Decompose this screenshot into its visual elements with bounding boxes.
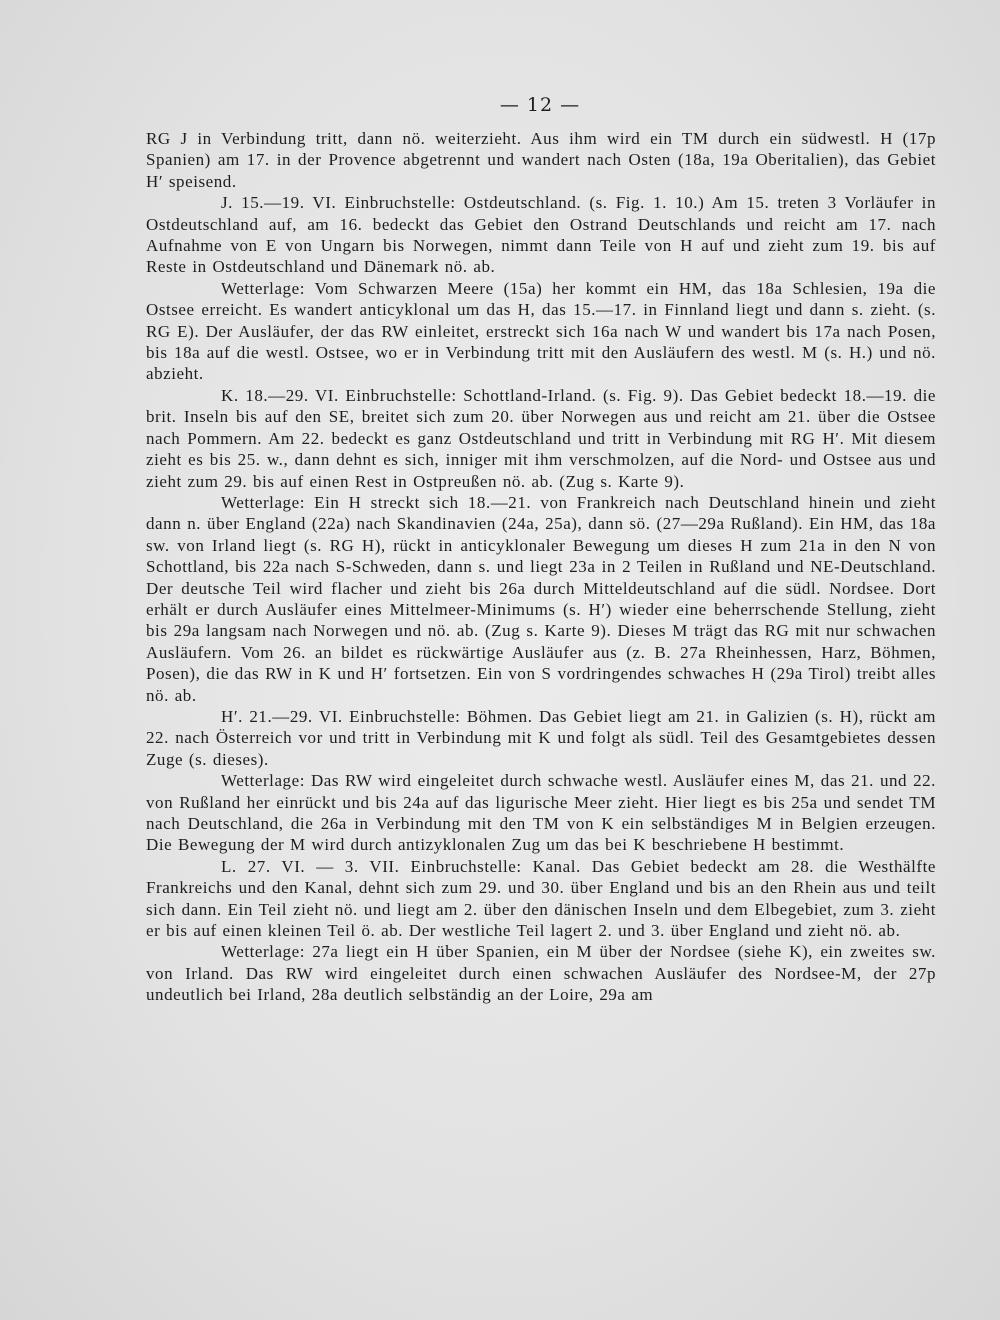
paragraph-region-h-prime: H′. 21.—29. VI. Einbruchstelle: Böhmen. Das Gebiet liegt am 21. in Galizien (s. H), rückt am 22. nach Österreich vor und tritt in Verbindung mit K und folgt als südl. Teil des Gesamtgebietes dessen Zuge (s. dieses).	[146, 706, 936, 769]
paragraph-continuation: RG J in Verbindung tritt, dann nö. weiterzieht. Aus ihm wird ein TM durch ein südwestl. H (17p Spanien) am 17. in der Provence abgetrennt und wandert nach Osten (18a, 19a Oberitalien), das Gebiet H′ speisend.	[146, 129, 936, 191]
page-number: — 12 —	[499, 94, 581, 116]
paragraph-weather-l: Wetterlage: 27a liegt ein H über Spanien, ein M über der Nordsee (siehe K), ein zweites sw. von Irland. Das RW wird eingeleitet durch einen schwachen Ausläufer des Nordsee-M, der 27p undeutlich bei Irland, 28a deutlich selbständig an der Loire, 29a am	[146, 942, 936, 1005]
paragraph-region-k: K. 18.—29. VI. Einbruchstelle: Schottland-Irland. (s. Fig. 9). Das Gebiet bedeckt 18.—19. die brit. Inseln bis auf den SE, breitet sich zum 20. über Norwegen aus und reicht am 21. über die Ostsee nach Pommern. Am 22. bedeckt es ganz Ostdeutschland und tritt in Verbindung mit RG H′. Mit diesem zieht es bis 25. w., dann dehnt es sich, inniger mit ihm verschmolzen, auf die Nord- und Ostsee aus und zieht zum 29. bis auf einen Rest in Ostpreußen nö. ab. (Zug s. Karte 9).	[146, 385, 936, 491]
paragraph-weather-k: Wetterlage: Ein H streckt sich 18.—21. von Frankreich nach Deutschland hinein und zieht dann n. über England (22a) nach Skandinavien (24a, 25a), dann sö. (27—29a Rußland). Ein HM, das 18a sw. von Irland liegt (s. RG H), rückt in anticyklonaler Bewegung um dieses H zum 21a in den N von Schottland, bis 22a nach S-Schweden, dann s. und liegt 23a in 2 Teilen in Rußland und NE-Deutschland. Der deutsche Teil wird flacher und zieht bis 26a durch Mitteldeutschland auf die südl. Nordsee. Dort erhält er durch Ausläufer eines Mittelmeer-Minimums (s. H′) wieder eine beherrschende Stellung, zieht bis 29a langsam nach Norwegen und nö. ab. (Zug s. Karte 9). Dieses M trägt das RG mit nur schwachen Ausläufern. Vom 26. an bildet es rückwärtige Ausläufer aus (z. B. 27a Rheinhessen, Harz, Böhmen, Posen), die das RW in K und H′ fortsetzen. Ein von S vordringendes schwaches H (29a Tirol) treibt alles nö. ab.	[146, 492, 936, 705]
paragraph-weather-h-prime: Wetterlage: Das RW wird eingeleitet durch schwache westl. Ausläufer eines M, das 21. und 22. von Rußland her einrückt und bis 24a auf das ligurische Meer zieht. Hier liegt es bis 25a und sendet TM nach Deutschland, die 26a in Verbindung mit den TM von K ein selbständiges M in Belgien erzeugen. Die Bewegung der M wird durch antizyklonalen Zug um das bei K beschriebene H bestimmt.	[146, 771, 936, 855]
text-body	[146, 128, 936, 1006]
paragraph-region-j: J. 15.—19. VI. Einbruchstelle: Ostdeutschland. (s. Fig. 1. 10.) Am 15. treten 3 Vorläufer in Ostdeutschland auf, am 16. bedeckt das Gebiet den Ostrand Deutschlands und reicht am 17. nach Aufnahme von E von Ungarn bis Norwegen, nimmt dann Teile von H auf und zieht zum 19. bis auf Reste in Ostdeutschland und Dänemark nö. ab.	[146, 193, 936, 277]
paragraph-weather-j: Wetterlage: Vom Schwarzen Meere (15a) her kommt ein HM, das 18a Schlesien, 19a die Ostsee erreicht. Es wandert anticyklonal um das H, das 15.—17. in Finnland liegt und dann s. zieht. (s. RG E). Der Ausläufer, der das RW einleitet, erstreckt sich 16a nach W und wandert bis 17a nach Posen, bis 18a auf die westl. Ostsee, wo er in Verbindung tritt mit den Ausläufern des westl. M (s. H.) und nö. abzieht.	[146, 278, 936, 384]
paragraph-region-l: L. 27. VI. — 3. VII. Einbruchstelle: Kanal. Das Gebiet bedeckt am 28. die Westhälfte Frankreichs und den Kanal, dehnt sich zum 29. und 30. über England und bis an den Rhein aus und teilt sich dann. Ein Teil zieht nö. und liegt am 2. über den dänischen Inseln und dem Elbegebiet, zum 3. zieht er bis auf einen kleinen Teil ö. ab. Der westliche Teil lagert 2. und 3. über England und zieht nö. ab.	[146, 856, 936, 941]
